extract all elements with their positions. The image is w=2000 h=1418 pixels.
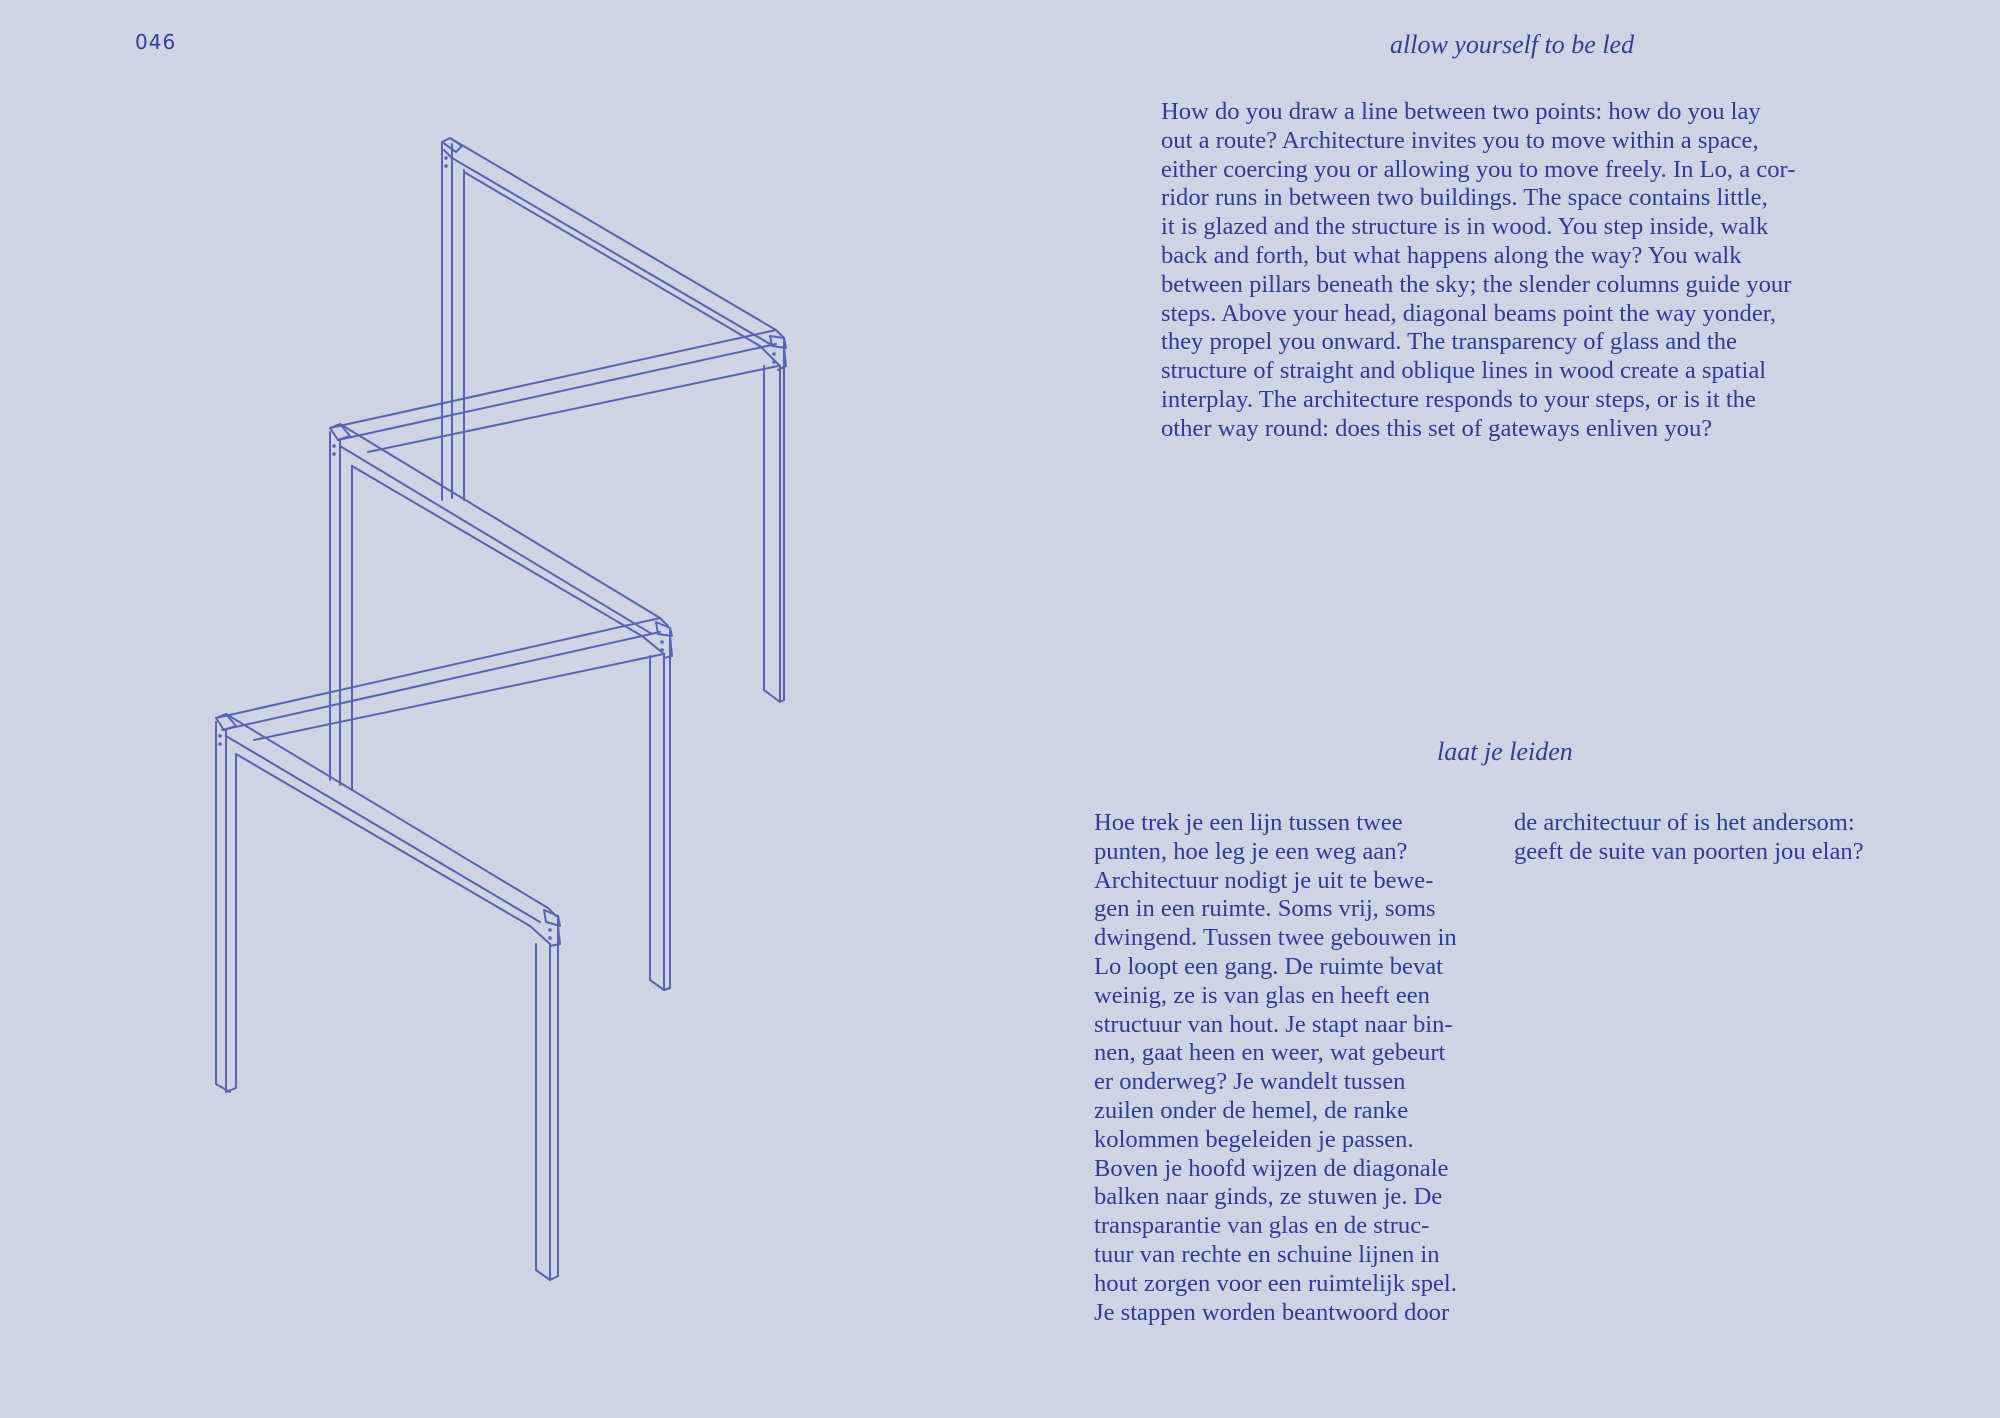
dutch-body-column-1: [1094, 809, 1457, 1327]
dutch-heading: laat je leiden: [1437, 737, 1573, 766]
english-line: between pillars beneath the sky; the slender columns guide your: [1161, 270, 1792, 298]
frame-beam: [226, 736, 540, 922]
frame-post: [216, 722, 230, 1092]
bolt: [772, 352, 776, 356]
dutch-line: balken naar ginds, ze stuwen je. De: [1094, 1183, 1443, 1211]
dutch-line: structuur van hout. Je stapt naar bin-: [1094, 1010, 1453, 1038]
dutch-line: Hoe trek je een lijn tussen twee: [1094, 809, 1403, 836]
english-line: ridor runs in between two buildings. The space contains little,: [1161, 184, 1768, 212]
frame-beam: [452, 158, 770, 344]
frame-segment-3: [340, 424, 672, 990]
dutch-line: transparantie van glas en de struc-: [1094, 1212, 1430, 1240]
english-line: out a route? Architecture invites you to move within a space,: [1161, 126, 1759, 154]
frame-beam: [530, 926, 550, 944]
dutch-line: nen, gaat heen en weer, wat gebeurt: [1094, 1039, 1446, 1067]
frame-beam: [340, 424, 668, 626]
english-body-text: [1161, 98, 1795, 444]
dutch-line: punten, hoe leg je een weg aan?: [1094, 837, 1408, 865]
bolt: [660, 640, 664, 644]
bolt: [660, 648, 664, 652]
dutch-line: hout zorgen voor een ruimtelijk spel.: [1094, 1269, 1457, 1297]
frame-post: [650, 656, 664, 990]
dutch-line: weinig, ze is van glas en heeft een: [1094, 981, 1430, 1009]
joint-bolts: [218, 156, 776, 940]
dutch-line: Je stappen worden beantwoord door: [1094, 1298, 1450, 1326]
english-line: other way round: does this set of gateways enliven you?: [1161, 414, 1713, 442]
dutch-line: zuilen onder de hemel, de ranke: [1094, 1096, 1409, 1124]
dutch-line: Lo loopt een gang. De ruimte bevat: [1094, 952, 1443, 980]
frame-segment-5: [226, 714, 560, 1280]
english-line: they propel you onward. The transparency of glass and the: [1161, 328, 1737, 356]
frame-segment-2: [330, 330, 780, 790]
english-line: either coercing you or allowing you to move freely. In Lo, a cor-: [1161, 155, 1796, 183]
frame-beam: [450, 138, 784, 338]
dutch-line: gen in een ruimte. Soms vrij, soms: [1094, 895, 1436, 923]
bolt: [444, 156, 448, 160]
frame-beam: [368, 366, 778, 452]
page-number: 046: [135, 30, 177, 54]
english-line: back and forth, but what happens along the way? You walk: [1161, 241, 1742, 269]
english-line: steps. Above your head, diagonal beams point the way yonder,: [1161, 299, 1777, 327]
bolt: [218, 734, 222, 738]
english-line: it is glazed and the structure is in wood. You step inside, walk: [1161, 213, 1769, 241]
dutch-line: tuur van rechte en schuine lijnen in: [1094, 1240, 1440, 1268]
bolt: [332, 452, 336, 456]
dutch-line: de architectuur of is het andersom:: [1514, 809, 1855, 836]
bolt: [332, 444, 336, 448]
bolt: [772, 360, 776, 364]
frame-beam: [340, 446, 652, 634]
english-line: structure of straight and oblique lines in wood create a spatial: [1161, 357, 1767, 385]
bolt: [444, 164, 448, 168]
frame-beam: [254, 654, 664, 740]
frame-beam: [338, 344, 776, 440]
frame-segment-back: [442, 138, 786, 702]
frame-beam: [222, 632, 660, 730]
frame-post: [550, 944, 558, 1280]
dutch-line: dwingend. Tussen twee gebouwen in: [1094, 924, 1457, 952]
frame-beam: [352, 466, 642, 636]
dutch-line: kolommen begeleiden je passen.: [1094, 1125, 1414, 1153]
frame-post: [226, 730, 236, 1092]
english-heading: allow yourself to be led: [1390, 30, 1635, 59]
dutch-line: geeft de suite van poorten jou elan?: [1514, 837, 1864, 865]
frame-beam: [760, 346, 780, 366]
bolt: [218, 742, 222, 746]
bolt: [548, 936, 552, 940]
dutch-line: Architectuur nodigt je uit te bewe-: [1094, 866, 1434, 894]
dutch-line: Boven je hoofd wijzen de diagonale: [1094, 1154, 1449, 1182]
frame-beam: [236, 754, 530, 926]
bolt: [548, 928, 552, 932]
frame-post: [536, 944, 550, 1280]
dutch-line: er onderweg? Je wandelt tussen: [1094, 1068, 1406, 1096]
english-line: interplay. The architecture responds to your steps, or is it the: [1161, 385, 1756, 413]
frame-segment-4: [216, 618, 664, 1092]
frame-post: [764, 366, 780, 702]
frame-beam: [464, 172, 760, 346]
frame-beam: [642, 636, 664, 654]
english-line: How do you draw a line between two points: how do you lay: [1161, 98, 1761, 125]
dutch-body-column-2: [1514, 809, 1864, 867]
frame-beam: [226, 714, 556, 916]
